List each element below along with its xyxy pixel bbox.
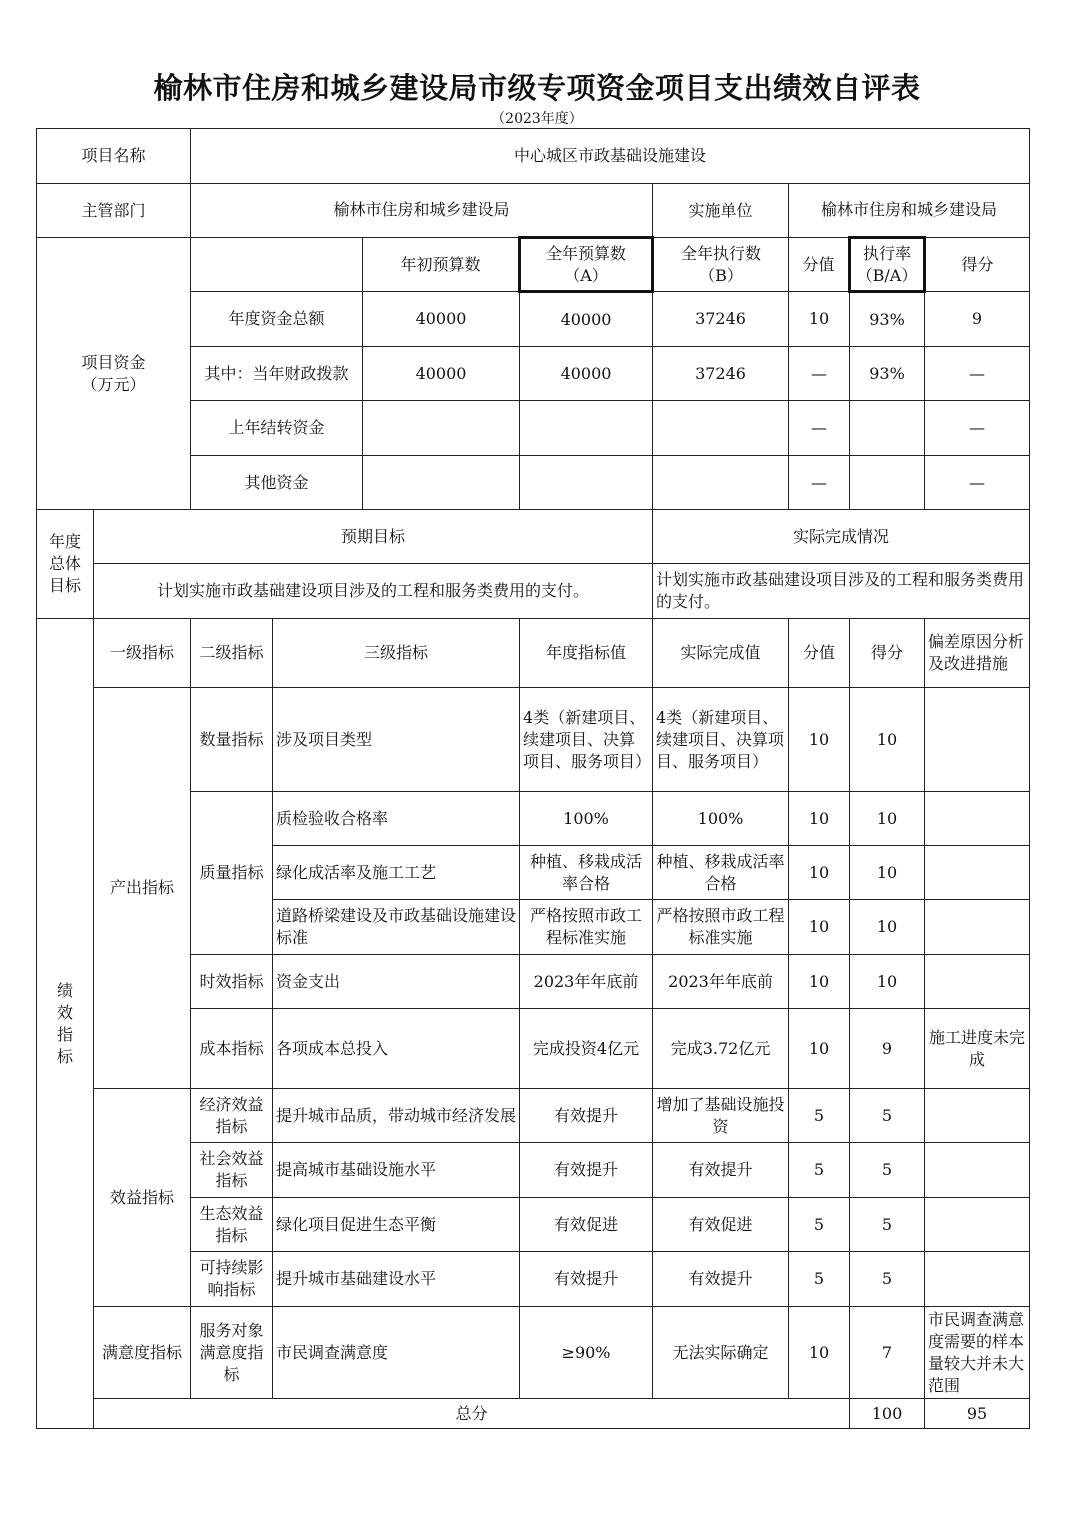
score-cell: 5 (850, 1089, 925, 1143)
table-row (37, 1089, 1030, 1143)
funds-row-weight: 10 (789, 292, 850, 347)
actual-cell: 严格按照市政工程标准实施 (653, 900, 789, 955)
level2-cell: 服务对象满意度指标 (191, 1307, 273, 1399)
level3-cell: 提高城市基础设施水平 (273, 1143, 520, 1198)
deviation-cell (925, 1143, 1030, 1198)
score-cell: 10 (850, 900, 925, 955)
perf-header-deviation: 偏差原因分析及改进措施 (925, 619, 1030, 688)
dept-label: 主管部门 (37, 184, 191, 238)
weight-cell: 5 (789, 1089, 850, 1143)
evaluation-table (36, 128, 1030, 1429)
target-cell: 有效提升 (520, 1089, 653, 1143)
funds-row-annual (520, 456, 653, 510)
deviation-cell: 施工进度未完成 (925, 1009, 1030, 1089)
weight-cell: 5 (789, 1252, 850, 1307)
weight-cell: 10 (789, 955, 850, 1009)
weight-cell: 10 (789, 900, 850, 955)
target-cell: 完成投资4亿元 (520, 1009, 653, 1089)
funds-row-rate: 93% (850, 347, 925, 401)
page-title: 榆林市住房和城乡建设局市级专项资金项目支出绩效自评表 (153, 71, 921, 105)
funds-row-executed (653, 456, 789, 510)
page-subtitle: （2023年度） (491, 111, 583, 127)
weight-cell: 5 (789, 1143, 850, 1198)
target-cell: 4类（新建项目、续建项目、决算项目、服务项目） (520, 688, 653, 792)
level2-cell: 社会效益指标 (191, 1143, 273, 1198)
funds-row-initial: 40000 (363, 292, 520, 347)
perf-header-level3: 三级指标 (273, 619, 520, 688)
actual-cell: 无法实际确定 (653, 1307, 789, 1399)
weight-cell: 10 (789, 792, 850, 846)
deviation-cell (925, 688, 1030, 792)
target-cell: 严格按照市政工程标准实施 (520, 900, 653, 955)
level2-cell: 质量指标 (191, 792, 273, 955)
funds-row-annual: 40000 (520, 292, 653, 347)
perf-header-weight: 分值 (789, 619, 850, 688)
deviation-cell (925, 1198, 1030, 1252)
project-name-value: 中心城区市政基础设施建设 (191, 129, 1030, 184)
weight-cell: 10 (789, 1009, 850, 1089)
level3-cell: 质检验收合格率 (273, 792, 520, 846)
target-cell: 种植、移栽成活率合格 (520, 846, 653, 900)
level2-cell: 成本指标 (191, 1009, 273, 1089)
weight-cell: 10 (789, 1307, 850, 1399)
deviation-cell: 市民调查满意度需要的样本量较大并未大范围 (925, 1307, 1030, 1399)
score-cell: 10 (850, 846, 925, 900)
weight-cell: 10 (789, 688, 850, 792)
funds-header-weight: 分值 (789, 238, 850, 292)
goals-expected-text: 计划实施市政基础建设项目涉及的工程和服务类费用的支付。 (94, 564, 653, 619)
weight-cell: 5 (789, 1198, 850, 1252)
funds-row-annual: 40000 (520, 347, 653, 401)
score-cell: 9 (850, 1009, 925, 1089)
total-score: 95 (925, 1399, 1030, 1429)
deviation-cell (925, 955, 1030, 1009)
level3-cell: 道路桥梁建设及市政基础设施建设标准 (273, 900, 520, 955)
actual-cell: 2023年年底前 (653, 955, 789, 1009)
level3-cell: 提升城市基础建设水平 (273, 1252, 520, 1307)
score-cell: 7 (850, 1307, 925, 1399)
output-indicator-label: 产出指标 (94, 688, 191, 1089)
score-cell: 10 (850, 955, 925, 1009)
weight-cell: 10 (789, 846, 850, 900)
funds-header-rate: 执行率 （B/A） (850, 238, 925, 292)
score-cell: 10 (850, 688, 925, 792)
funds-row-rate (850, 401, 925, 456)
perf-header-target: 年度指标值 (520, 619, 653, 688)
funds-row-annual (520, 401, 653, 456)
funds-row-initial (363, 401, 520, 456)
actual-cell: 增加了基础设施投资 (653, 1089, 789, 1143)
actual-cell: 100% (653, 792, 789, 846)
total-weight: 100 (850, 1399, 925, 1429)
dept-value: 榆林市住房和城乡建设局 (191, 184, 653, 238)
level2-cell: 数量指标 (191, 688, 273, 792)
funds-row-executed (653, 401, 789, 456)
target-cell: 有效提升 (520, 1252, 653, 1307)
funds-row-label: 年度资金总额 (191, 292, 363, 347)
actual-cell: 完成3.72亿元 (653, 1009, 789, 1089)
goals-actual-text: 计划实施市政基础建设项目涉及的工程和服务类费用的支付。 (653, 564, 1030, 619)
score-cell: 5 (850, 1143, 925, 1198)
goals-section-label: 年度 总体 目标 (37, 510, 94, 619)
funds-row-weight: — (789, 456, 850, 510)
level3-cell: 资金支出 (273, 955, 520, 1009)
project-name-label: 项目名称 (37, 129, 191, 184)
level3-cell: 绿化成活率及施工工艺 (273, 846, 520, 900)
goals-expected-header: 预期目标 (94, 510, 653, 564)
funds-row-label: 其中：当年财政拨款 (191, 347, 363, 401)
actual-cell: 有效提升 (653, 1143, 789, 1198)
benefit-indicator-label: 效益指标 (94, 1089, 191, 1307)
funds-row-weight: — (789, 347, 850, 401)
table-row (37, 688, 1030, 792)
perf-header-level1: 一级指标 (94, 619, 191, 688)
funds-row-label: 上年结转资金 (191, 401, 363, 456)
funds-row-label: 其他资金 (191, 456, 363, 510)
actual-cell: 有效提升 (653, 1252, 789, 1307)
actual-cell: 有效促进 (653, 1198, 789, 1252)
deviation-cell (925, 792, 1030, 846)
funds-row-initial (363, 456, 520, 510)
funds-section-label: 项目资金 （万元） (37, 238, 191, 510)
deviation-cell (925, 1252, 1030, 1307)
score-cell: 10 (850, 792, 925, 846)
level3-cell: 绿化项目促进生态平衡 (273, 1198, 520, 1252)
goals-actual-header: 实际完成情况 (653, 510, 1030, 564)
level3-cell: 市民调查满意度 (273, 1307, 520, 1399)
funds-header-executed: 全年执行数 （B） (653, 238, 789, 292)
funds-row-rate: 93% (850, 292, 925, 347)
total-label: 总分 (94, 1399, 850, 1429)
impl-label: 实施单位 (653, 184, 789, 238)
total-row (37, 1399, 1030, 1429)
level3-cell: 涉及项目类型 (273, 688, 520, 792)
target-cell: 100% (520, 792, 653, 846)
level3-cell: 各项成本总投入 (273, 1009, 520, 1089)
funds-header-initial: 年初预算数 (363, 238, 520, 292)
perf-header-actual: 实际完成值 (653, 619, 789, 688)
funds-row-score: — (925, 401, 1030, 456)
funds-row-initial: 40000 (363, 347, 520, 401)
funds-row-weight: — (789, 401, 850, 456)
level2-cell: 时效指标 (191, 955, 273, 1009)
level2-cell: 可持续影响指标 (191, 1252, 273, 1307)
funds-row-rate (850, 456, 925, 510)
table-row (37, 1307, 1030, 1399)
level2-cell: 生态效益指标 (191, 1198, 273, 1252)
impl-value: 榆林市住房和城乡建设局 (789, 184, 1030, 238)
funds-row-executed: 37246 (653, 292, 789, 347)
score-cell: 5 (850, 1252, 925, 1307)
funds-row-score: — (925, 347, 1030, 401)
target-cell: 有效提升 (520, 1143, 653, 1198)
deviation-cell (925, 1089, 1030, 1143)
funds-header-annual: 全年预算数 （A） (520, 238, 653, 292)
funds-row-executed: 37246 (653, 347, 789, 401)
funds-row-score: 9 (925, 292, 1030, 347)
target-cell: 有效促进 (520, 1198, 653, 1252)
score-cell: 5 (850, 1198, 925, 1252)
funds-row-score: — (925, 456, 1030, 510)
satisfaction-indicator-label: 满意度指标 (94, 1307, 191, 1399)
deviation-cell (925, 846, 1030, 900)
funds-header-blank (191, 238, 363, 292)
funds-header-score: 得分 (925, 238, 1030, 292)
actual-cell: 4类（新建项目、续建项目、决算项目、服务项目） (653, 688, 789, 792)
actual-cell: 种植、移栽成活率合格 (653, 846, 789, 900)
perf-header-level2: 二级指标 (191, 619, 273, 688)
target-cell: ≥90% (520, 1307, 653, 1399)
level3-cell: 提升城市品质，带动城市经济发展 (273, 1089, 520, 1143)
level2-cell: 经济效益指标 (191, 1089, 273, 1143)
perf-section-label: 绩 效 指 标 (37, 619, 94, 1429)
perf-header-score: 得分 (850, 619, 925, 688)
deviation-cell (925, 900, 1030, 955)
target-cell: 2023年年底前 (520, 955, 653, 1009)
